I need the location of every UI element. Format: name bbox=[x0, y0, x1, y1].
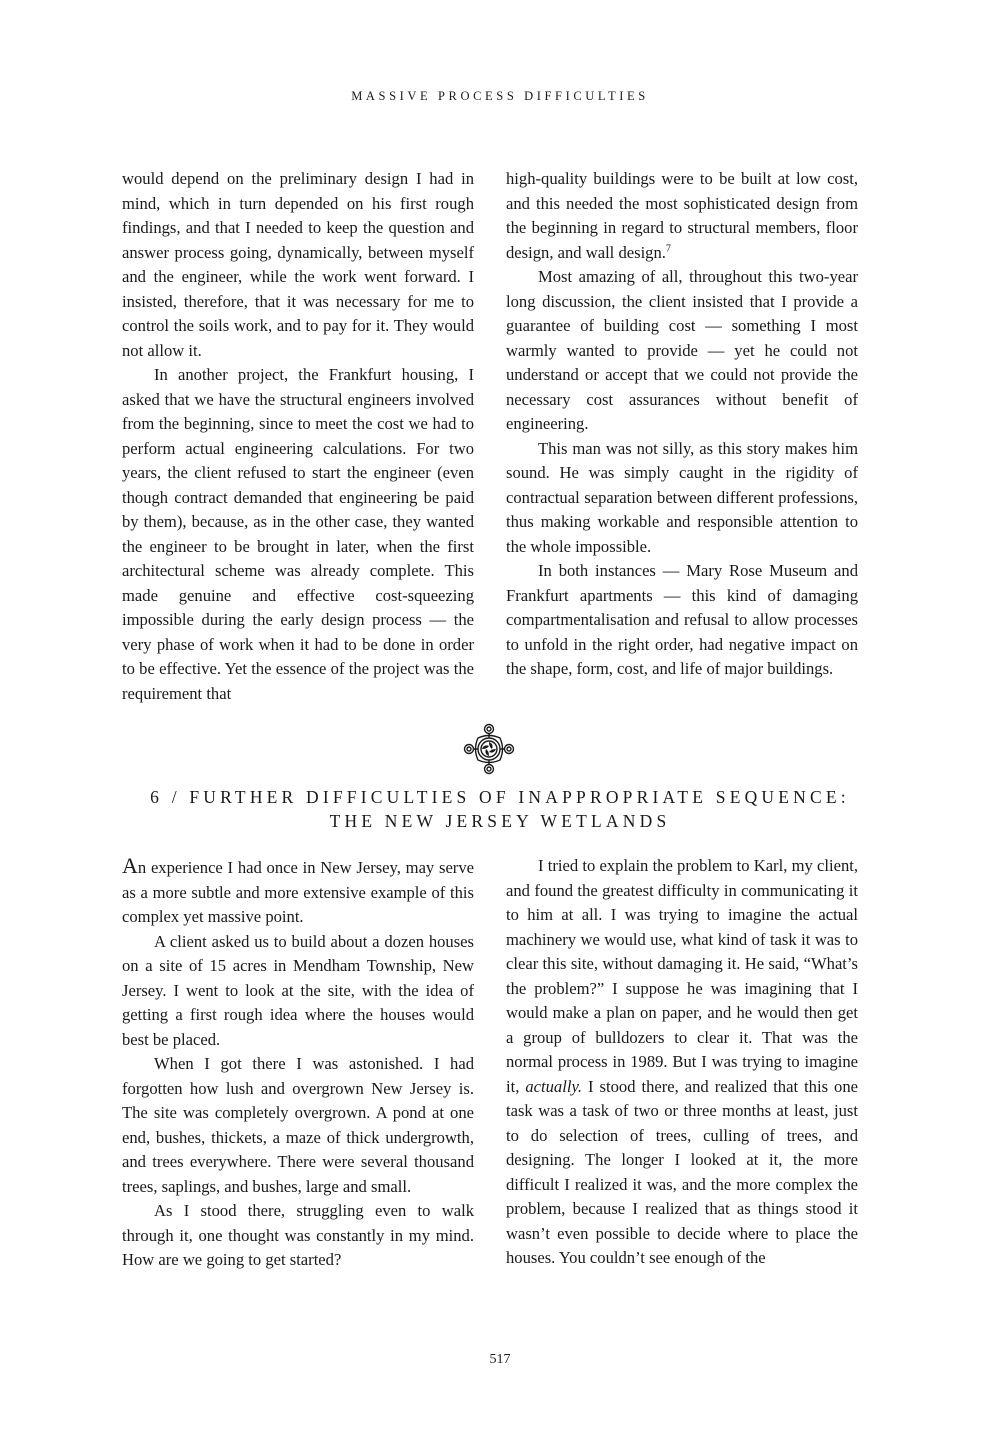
running-head: MASSIVE PROCESS DIFFICULTIES bbox=[351, 89, 649, 103]
paragraph bbox=[506, 854, 858, 1271]
paragraph: In both instances — Mary Rose Museum and Frankfurt apartments — this kind of damaging compartmentalisation and refusal to allow processes to unfold in the right order, had negative impact on the shape, form, cost, and life of major buildings. bbox=[506, 561, 858, 678]
paragraph-text: I tried to explain the problem to Karl, my client, and found the greatest difficulty in communicating it to him at all. I was trying to imagine the actual machinery we would use, what kind of task it was to clear this site, without damaging it. He said, “What’s the problem?” I suppose he was imagining that I would make a plan on paper, and he would then get a group of bulldozers to clear it. That was the normal process in 1989. But I was trying to imagine it, bbox=[506, 856, 858, 1096]
top-right-column bbox=[506, 167, 858, 682]
paragraph: would depend on the preliminary design I had in mind, which in turn depended on his first rough findings, and that I needed to keep the question and answer process going, dynamically, between myself and the engineer, while the work went forward. I insisted, therefore, that it was necessary for me to control the soils work, and to pay for it. They would not allow it. bbox=[122, 169, 474, 360]
bottom-left-column bbox=[122, 854, 474, 1273]
section-heading bbox=[0, 785, 1000, 833]
section-heading-line: THE NEW JERSEY WETLANDS bbox=[329, 811, 671, 831]
section-heading-line: 6 / FURTHER DIFFICULTIES OF INAPPROPRIATE SEQUENCE: bbox=[150, 787, 850, 807]
drop-cap: A bbox=[122, 853, 138, 878]
page-number: 517 bbox=[489, 1352, 511, 1367]
paragraph: As I stood there, struggling even to walk through it, one thought was constantly in my mind. How are we going to get started? bbox=[122, 1201, 474, 1269]
top-left-column bbox=[122, 167, 474, 706]
paragraph: A client asked us to build about a dozen houses on a site of 15 acres in Mendham Township, New Jersey. I went to look at the site, with the idea of getting a first rough idea where the houses would best be placed. bbox=[122, 931, 474, 1049]
paragraph bbox=[122, 854, 474, 930]
emphasis: actually. bbox=[525, 1076, 583, 1096]
paragraph: Most amazing of all, throughout this two-year long discussion, the client insisted that I provide a guarantee of building cost — something I most warmly wanted to provide — yet he could not understand or accept that we could not provide the necessary cost assurances without benefit of engineering. bbox=[506, 267, 858, 433]
paragraph: When I got there I was astonished. I had forgotten how lush and overgrown New Jersey is. The site was completely overgrown. A pond at one end, bushes, thickets, a maze of thick undergrowth, and trees everywhere. There were several thousand trees, saplings, and bushes, large and small. bbox=[122, 1054, 474, 1196]
paragraph: In another project, the Frankfurt housing, I asked that we have the structural engineers involved from the beginning, since to meet the cost we had to perform actual engineering calculations. For two years, the client refused to start the engineer (even though contract demanded that engineering be paid by them), because, as in the other case, they wanted the engineer to be brought in later, when the first architectural scheme was already complete. This made genuine and effective cost-squeezing impossible during the early design process — the very phase of work when it had to be done in order to be effective. Yet the essence of the project was the requirement that bbox=[122, 365, 474, 703]
paragraph-text: I stood there, and realized that this one task was a task of two or three months at least, just to do selection of trees, culling of trees, and designing. The longer I looked at it, the more difficult I realized it was, and the more complex the problem, because I realized that as things stood it wasn’t even possible to decide where to place the houses. You couldn’t see enough of the bbox=[506, 1076, 858, 1267]
footnote-marker[interactable]: 7 bbox=[665, 242, 671, 254]
paragraph-text: n experience I had once in New Jersey, may serve as a more subtle and more extensive example of this complex yet massive point. bbox=[122, 858, 474, 926]
paragraph bbox=[506, 167, 858, 265]
paragraph: This man was not silly, as this story makes him sound. He was simply caught in the rigidity of contractual separation between different professions, thus making workable and responsible attention to the whole impossible. bbox=[506, 438, 858, 556]
ornament-icon bbox=[462, 722, 516, 776]
bottom-right-column bbox=[506, 854, 858, 1271]
paragraph-text: high-quality buildings were to be built at low cost, and this needed the most sophisticated design from the beginning in regard to structural members, floor design, and wall design. bbox=[506, 169, 858, 262]
